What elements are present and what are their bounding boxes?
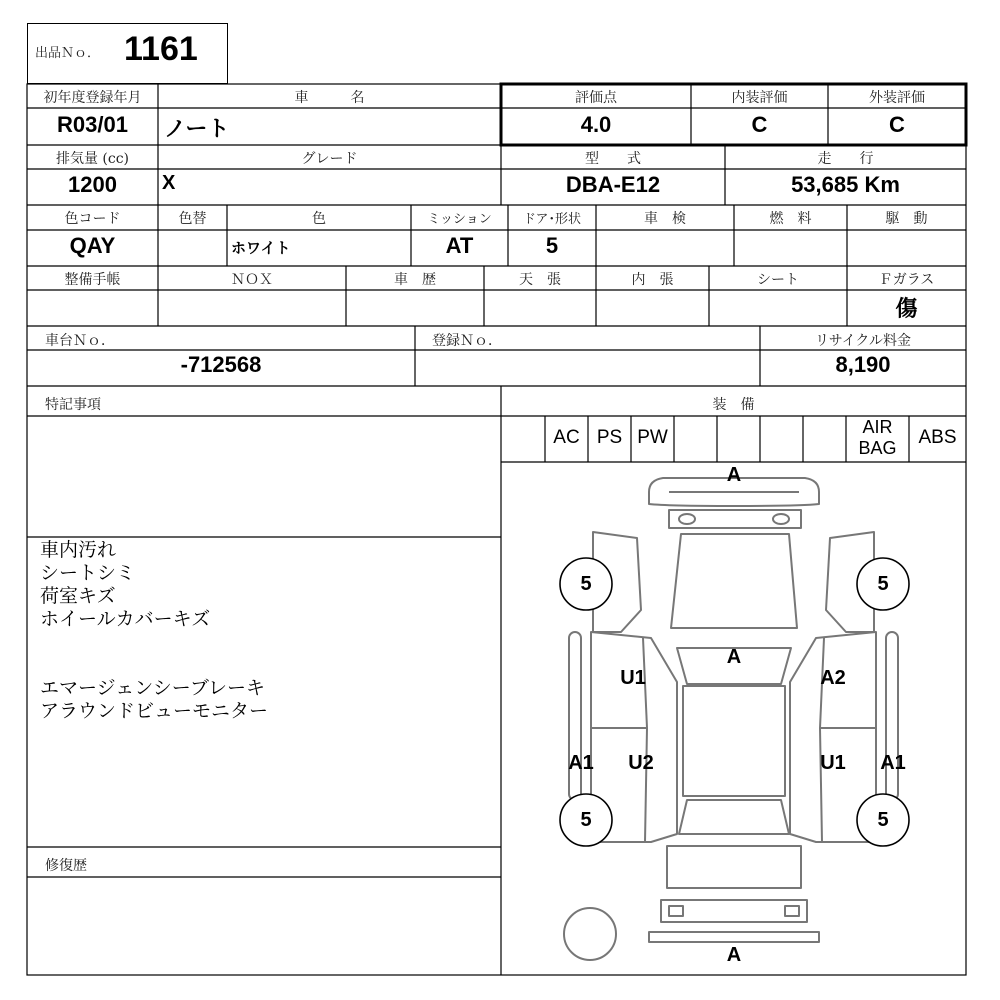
maintenance-label: 整備手帳 [64,272,121,288]
glass-value: 傷 [895,297,918,322]
exterior-label: 外装評価 [869,90,925,106]
mark-roof: A [726,646,742,668]
drive-label: 駆 動 [885,211,928,227]
hood-outline [671,534,797,628]
model-value: DBA-E12 [565,172,661,197]
color-value: ホワイト [231,239,291,257]
door-label: ドア･形状 [522,212,582,227]
repair-label: 修復歴 [45,858,87,874]
notes-label: 特記事項 [45,397,101,413]
grade-label: グレード [301,151,358,167]
car-name-label: 車 名 [294,90,365,106]
score-label: 評価点 [575,90,617,106]
color-label: 色 [312,211,326,227]
mark-tire-rear-right: 5 [877,809,889,831]
mileage-value: 53,685 Km [791,172,900,197]
note-line: 荷室キズ [40,585,116,607]
mark-right-front-door: A2 [820,667,846,689]
interior-label: 内装評価 [731,90,788,106]
exterior-value: C [889,112,905,137]
interior-trim-label: 内 張 [631,272,674,288]
grade-value: X [162,172,176,194]
mark-left-rear-quarter: A1 [568,752,594,774]
equipment-label: 装 備 [712,397,755,413]
note-line: エマージェンシーブレーキ [40,677,266,699]
note-line: ホイールカバーキズ [40,608,211,630]
mark-tire-front-left: 5 [580,573,592,595]
seat-label: シート [757,272,799,288]
recycle-value: 8,190 [835,352,891,377]
spare-tire-outline [564,908,616,960]
note-line: 車内汚れ [40,539,117,561]
mark-right-rear-door: U1 [820,752,846,774]
displacement-value: 1200 [68,172,117,197]
chassis-label: 車台Ｎｏ． [45,333,115,349]
model-label: 型 式 [585,151,641,167]
color-code-value: QAY [69,233,116,258]
note-line: アラウンドビューモニター [40,700,269,722]
car-damage-diagram [501,462,966,975]
mark-rear-bottom: A [726,944,742,966]
mark-front-top: A [726,464,742,486]
lot-label: 出品Ｎｏ． [35,46,101,61]
mark-tire-rear-left: 5 [580,809,592,831]
nox-label: ＮＯＸ [231,272,273,288]
recycle-label: リサイクル料金 [814,333,912,349]
ceiling-label: 天 張 [519,272,561,288]
history-label: 車 歴 [394,272,436,288]
front-grille-outline [669,510,801,528]
glass-label: Ｆガラス [878,272,935,288]
equipment-item-ps: PS [596,427,623,448]
color-code-label: 色コード [64,211,121,227]
transmission-value: AT [445,233,474,258]
equipment-item-ac: AC [553,427,580,448]
lot-number: 1161 [124,30,198,68]
equipment-item-airbag: AIR BAG [858,417,897,458]
equipment-item-abs: ABS [918,427,957,448]
score-value: 4.0 [580,112,612,137]
mark-tire-front-right: 5 [877,573,889,595]
car-name-value: ノート [164,117,230,142]
interior-value: C [751,112,768,137]
note-line: シートシミ [40,562,136,584]
chassis-value: -712568 [180,352,262,377]
first-reg-label: 初年度登録年月 [43,90,142,106]
mark-left-front-door: U1 [620,667,646,689]
equipment-item-pw: PW [637,427,668,448]
inspection-label: 車 検 [644,211,686,227]
transmission-label: ミッション [427,212,492,227]
fuel-label: 燃 料 [769,211,812,227]
registration-label: 登録Ｎｏ． [432,333,502,349]
displacement-label: 排気量 (cc) [55,151,130,167]
roof-outline [683,686,785,796]
rear-window-outline [679,800,789,834]
tailgate-outline [667,846,801,888]
mark-right-rear-quarter: A1 [880,752,906,774]
door-value: 5 [545,233,559,258]
mileage-label: 走 行 [817,151,874,167]
mark-left-rear-door: U2 [628,752,654,774]
first-reg-value: R03/01 [57,112,128,137]
repaint-label: 色替 [178,211,207,227]
